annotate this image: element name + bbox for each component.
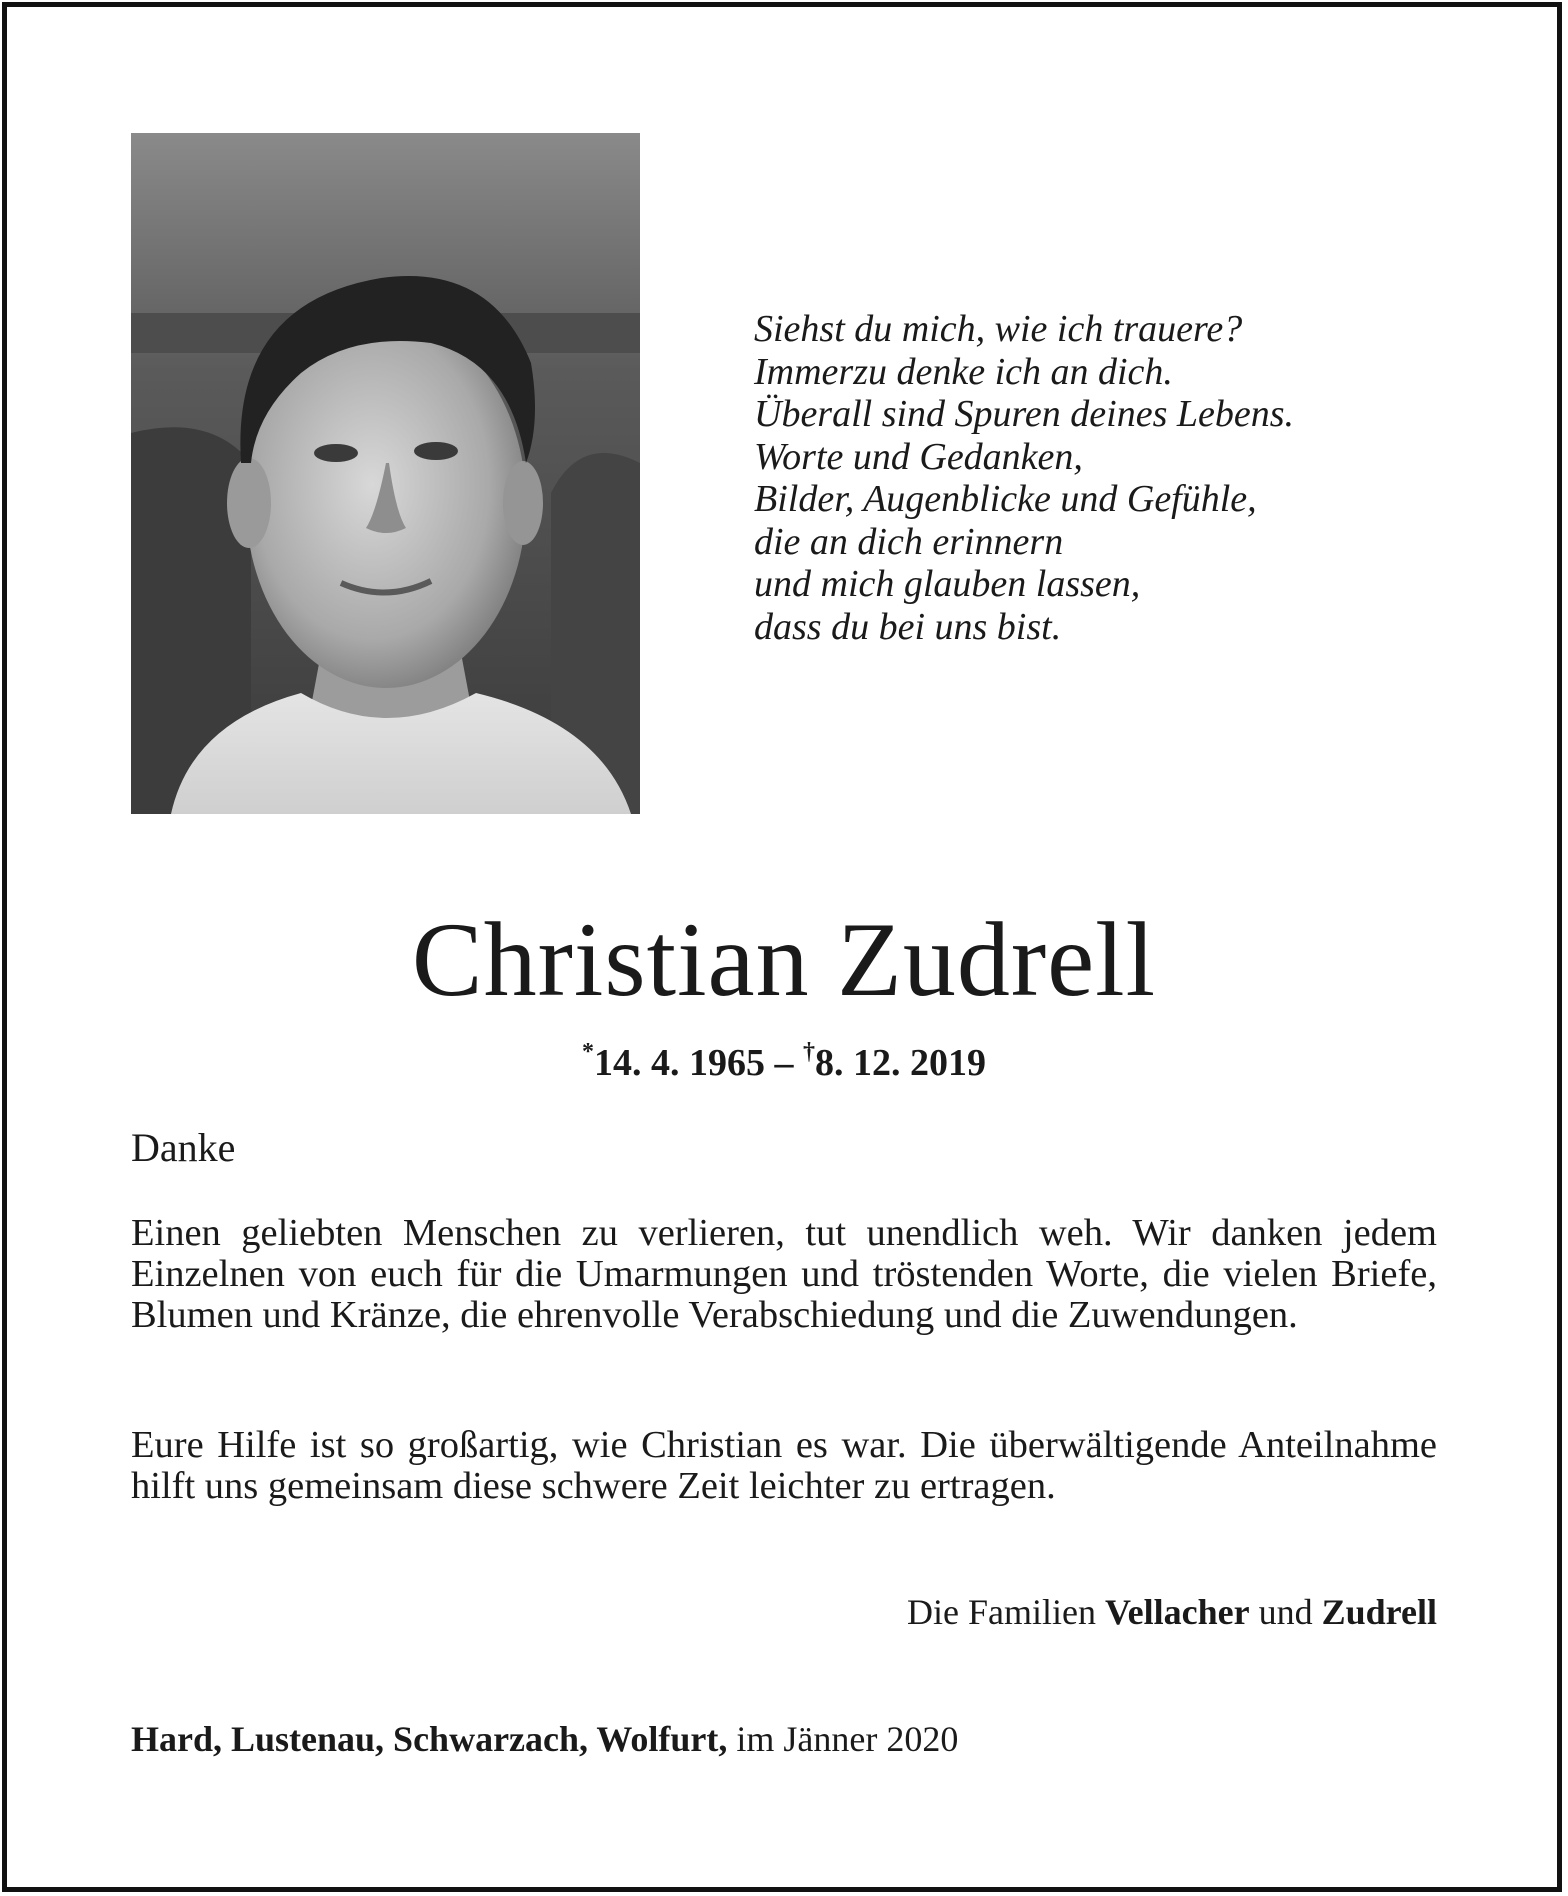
town-list: Hard, Lustenau, Schwarzach, Wolfurt,: [131, 1719, 728, 1759]
death-symbol: †: [803, 1039, 815, 1065]
poem-line: Worte und Gedanken,: [754, 435, 1083, 478]
portrait-image: [131, 133, 640, 814]
poem-line: Siehst du mich, wie ich trauere?: [754, 308, 1243, 350]
portrait-photo: [131, 133, 640, 814]
poem-line: Bilder, Augenblicke und Gefühle,: [754, 478, 1257, 520]
family-signature: [907, 1590, 1437, 1634]
month-year: im Jänner 2020: [727, 1719, 959, 1759]
deceased-name: Christian Zudrell: [411, 901, 1157, 1018]
signature-conjunction: und: [1249, 1592, 1322, 1632]
poem-line: Immerzu denke ich an dich.: [754, 350, 1173, 393]
poem-line: die an dich erinnern: [754, 520, 1064, 563]
poem: [754, 308, 1374, 648]
place-and-date: [131, 1717, 958, 1761]
birth-date: 14. 4. 1965: [594, 1042, 765, 1084]
death-date: 8. 12. 2019: [815, 1042, 986, 1084]
family-name-1: Vellacher: [1104, 1592, 1250, 1632]
poem-line: Überall sind Spuren deines Lebens.: [754, 393, 1295, 435]
signature-prefix: Die Familien: [907, 1592, 1105, 1632]
thanks-paragraph-1: Einen geliebten Menschen zu verlieren, tut unendlich weh. Wir danken jedem Einzelnen von euch für die Umarmungen und tröstenden Worte, die vielen Briefe, Blumen und Kränze, die ehrenvolle Verabschiedung und die Zuwendungen.: [131, 1212, 1437, 1336]
thanks-paragraph-2: Eure Hilfe ist so großartig, wie Christian es war. Die überwältigende Anteilnahme hilft uns gemeinsam diese schwere Zeit leichter zu ertragen.: [131, 1424, 1437, 1507]
life-dates: [0, 1030, 1568, 1085]
thanks-heading: Danke: [131, 1125, 236, 1170]
poem-line: dass du bei uns bist.: [754, 605, 1062, 648]
date-separator: –: [765, 1042, 803, 1084]
birth-symbol: *: [582, 1039, 594, 1065]
poem-line: und mich glauben lassen,: [754, 563, 1141, 605]
family-name-2: Zudrell: [1321, 1592, 1437, 1632]
